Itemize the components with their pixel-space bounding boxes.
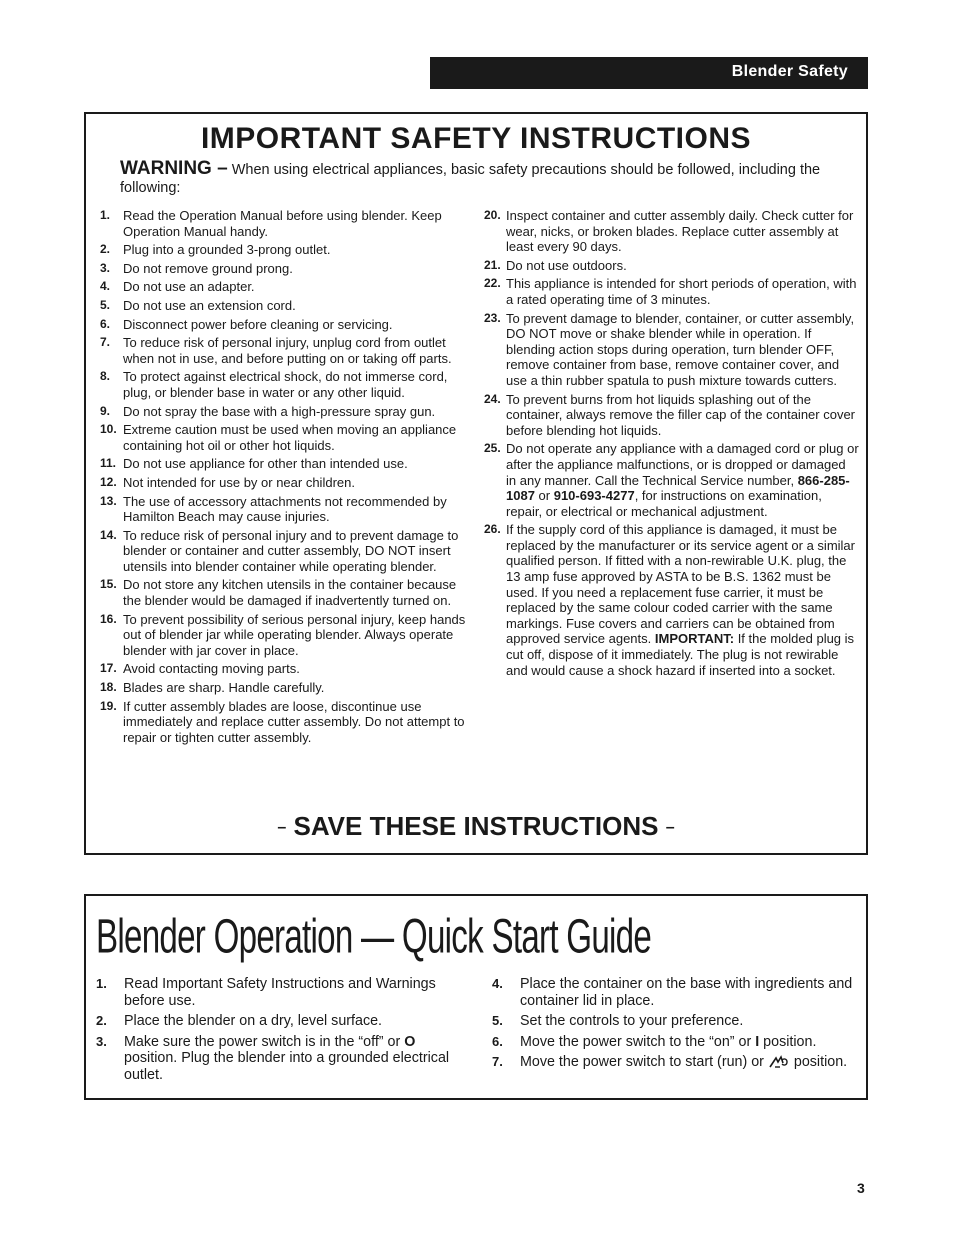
guide-list-right — [492, 976, 860, 1071]
list-item: 7. To reduce risk of personal injury, unplug cord from outlet when not in use, and before putting on or taking off parts. — [100, 335, 452, 366]
on-symbol: I — [755, 1033, 760, 1050]
list-item: 10. Extreme caution must be used when moving an appliance containing hot oil or other hot liquids. — [100, 422, 457, 453]
list-item: 20. Inspect container and cutter assembly daily. Check cutter for wear, nicks, or broken blades. Replace cutter assembly at least every 90 days. — [484, 208, 854, 255]
list-item: 18. Blades are sharp. Handle carefully. — [100, 680, 325, 696]
list-item: 16. To prevent possibility of serious personal injury, keep hands out of blender jar while operating blender. Always operate blender with jar cover in place. — [100, 611, 466, 658]
phone-number: 866-285-1087 — [506, 472, 850, 504]
page-number: 3 — [857, 1180, 865, 1196]
section-header — [430, 57, 868, 89]
list-item: 1. Read Important Safety Instructions and Warnings before use. — [96, 976, 436, 1009]
guide-right-column — [492, 976, 860, 1075]
section-title: Blender Safety — [731, 63, 848, 80]
save-instructions-text: SAVE THESE INSTRUCTIONS — [293, 811, 659, 841]
list-item: 21. Do not use outdoors. — [484, 257, 627, 273]
list-item: 24. To prevent burns from hot liquids splashing out of the container, always remove the filler cap of the container cover before blending hot liquids. — [484, 391, 856, 438]
list-item: 1. Read the Operation Manual before using blender. Keep Operation Manual handy. — [100, 208, 442, 239]
list-item: 14. To reduce risk of personal injury and to prevent damage to blender or container and cutter assembly, DO NOT insert utensils into blender container while operating blender. — [100, 527, 459, 574]
list-item: 13. The use of accessory attachments not recommended by Hamilton Beach may cause injuries. — [100, 493, 447, 525]
list-item: 3. Do not remove ground prong. — [100, 260, 293, 276]
list-item: 6. Disconnect power before cleaning or servicing. — [100, 316, 393, 332]
list-item: 25. Do not operate any appliance with a damaged cord or plug or after the appliance malfunctions, or is dropped or damaged in any manner. Call the Technical Service number, 866-285-1087 or 910-693-4277, for instructions on examination, repair, or electrical or mechanical adjustment. — [484, 441, 859, 519]
run-symbol-icon — [768, 1055, 790, 1069]
list-item: 6. Move the power switch to the “on” or I position. — [492, 1033, 817, 1050]
list-item: 5. Set the controls to your preference. — [492, 1013, 744, 1029]
list-item: 22. This appliance is intended for short periods of operation, with a rated operating time of 3 minutes. — [484, 276, 857, 307]
guide-list-left — [96, 976, 466, 1083]
quick-start-guide-box — [84, 894, 868, 1100]
list-item: 7. Move the power switch to start (run) or position. — [492, 1054, 848, 1070]
important-label: IMPORTANT: — [654, 631, 735, 647]
safety-title: IMPORTANT SAFETY INSTRUCTIONS — [200, 122, 752, 155]
list-item: 11. Do not use appliance for other than intended use. — [100, 456, 408, 472]
warning-label: WARNING – — [120, 158, 228, 179]
off-symbol: O — [404, 1033, 416, 1050]
safety-right-column — [484, 208, 859, 681]
list-item: 19. If cutter assembly blades are loose, discontinue use immediately and replace cutter assembly. Do not attempt to repair or tighten cutter assembly. — [100, 698, 465, 745]
phone-number: 910-693-4277 — [553, 488, 635, 504]
list-item: 2. Place the blender on a dry, level surface. — [96, 1013, 383, 1029]
safety-left-column — [100, 208, 472, 748]
warning-text: When using electrical appliances, basic safety precautions should be followed, including the following: — [120, 162, 821, 196]
list-item: 2. Plug into a grounded 3-prong outlet. — [100, 242, 331, 258]
guide-left-column — [96, 976, 466, 1087]
list-item: 26. If the supply cord of this appliance is damaged, it must be replaced by the manufacturer or its service agent or a similar qualified person. If fitted with a non-rewirable U.K. plug, the 13 amp fuse approved by ASTA to be B.S. 1362 must be used. If you need a replacement fuse carrier, it must be replaced by the same colour coded carrier with the same markings. Fuse covers and carriers can be obtained from approved service agents. IMPORTANT: If the molded plug is cut off, dispose of it immediately. The plug is not rewirable and would cause a shock hazard if inserted into a socket. — [484, 522, 855, 678]
safety-list-right — [484, 208, 859, 678]
list-item: 3. Make sure the power switch is in the “off” or O position. Plug the blender into a grounded electrical outlet. — [96, 1033, 450, 1083]
list-item: 17. Avoid contacting moving parts. — [100, 661, 300, 677]
guide-title: Blender Operation — Quick Start Guide — [96, 908, 652, 963]
list-item: 23. To prevent damage to blender, container, or cutter assembly, DO NOT move or shake blender while in operation. If blending action stops during operation, turn blender OFF, remove container from base, remove container cover, and use a thin rubber spatula to push mixture towards cutters. — [484, 310, 855, 388]
list-item: 4. Do not use an adapter. — [100, 279, 255, 295]
list-item: 12. Not intended for use by or near children. — [100, 474, 355, 490]
safety-instructions-box — [84, 112, 868, 855]
list-item: 9. Do not spray the base with a high-pressure spray gun. — [100, 403, 436, 419]
list-item: 15. Do not store any kitchen utensils in the container because the blender would be damaged if inadvertently turned on. — [100, 577, 457, 609]
list-item: 5. Do not use an extension cord. — [100, 297, 296, 313]
warning-paragraph — [120, 160, 855, 197]
save-instructions-line: – SAVE THESE INSTRUCTIONS – — [277, 811, 675, 841]
safety-list-left — [100, 208, 472, 745]
list-item: 4. Place the container on the base with ingredients and container lid in place. — [492, 976, 853, 1009]
list-item: 8. To protect against electrical shock, do not immerse cord, plug, or blender base in water or any other liquid. — [100, 369, 448, 400]
